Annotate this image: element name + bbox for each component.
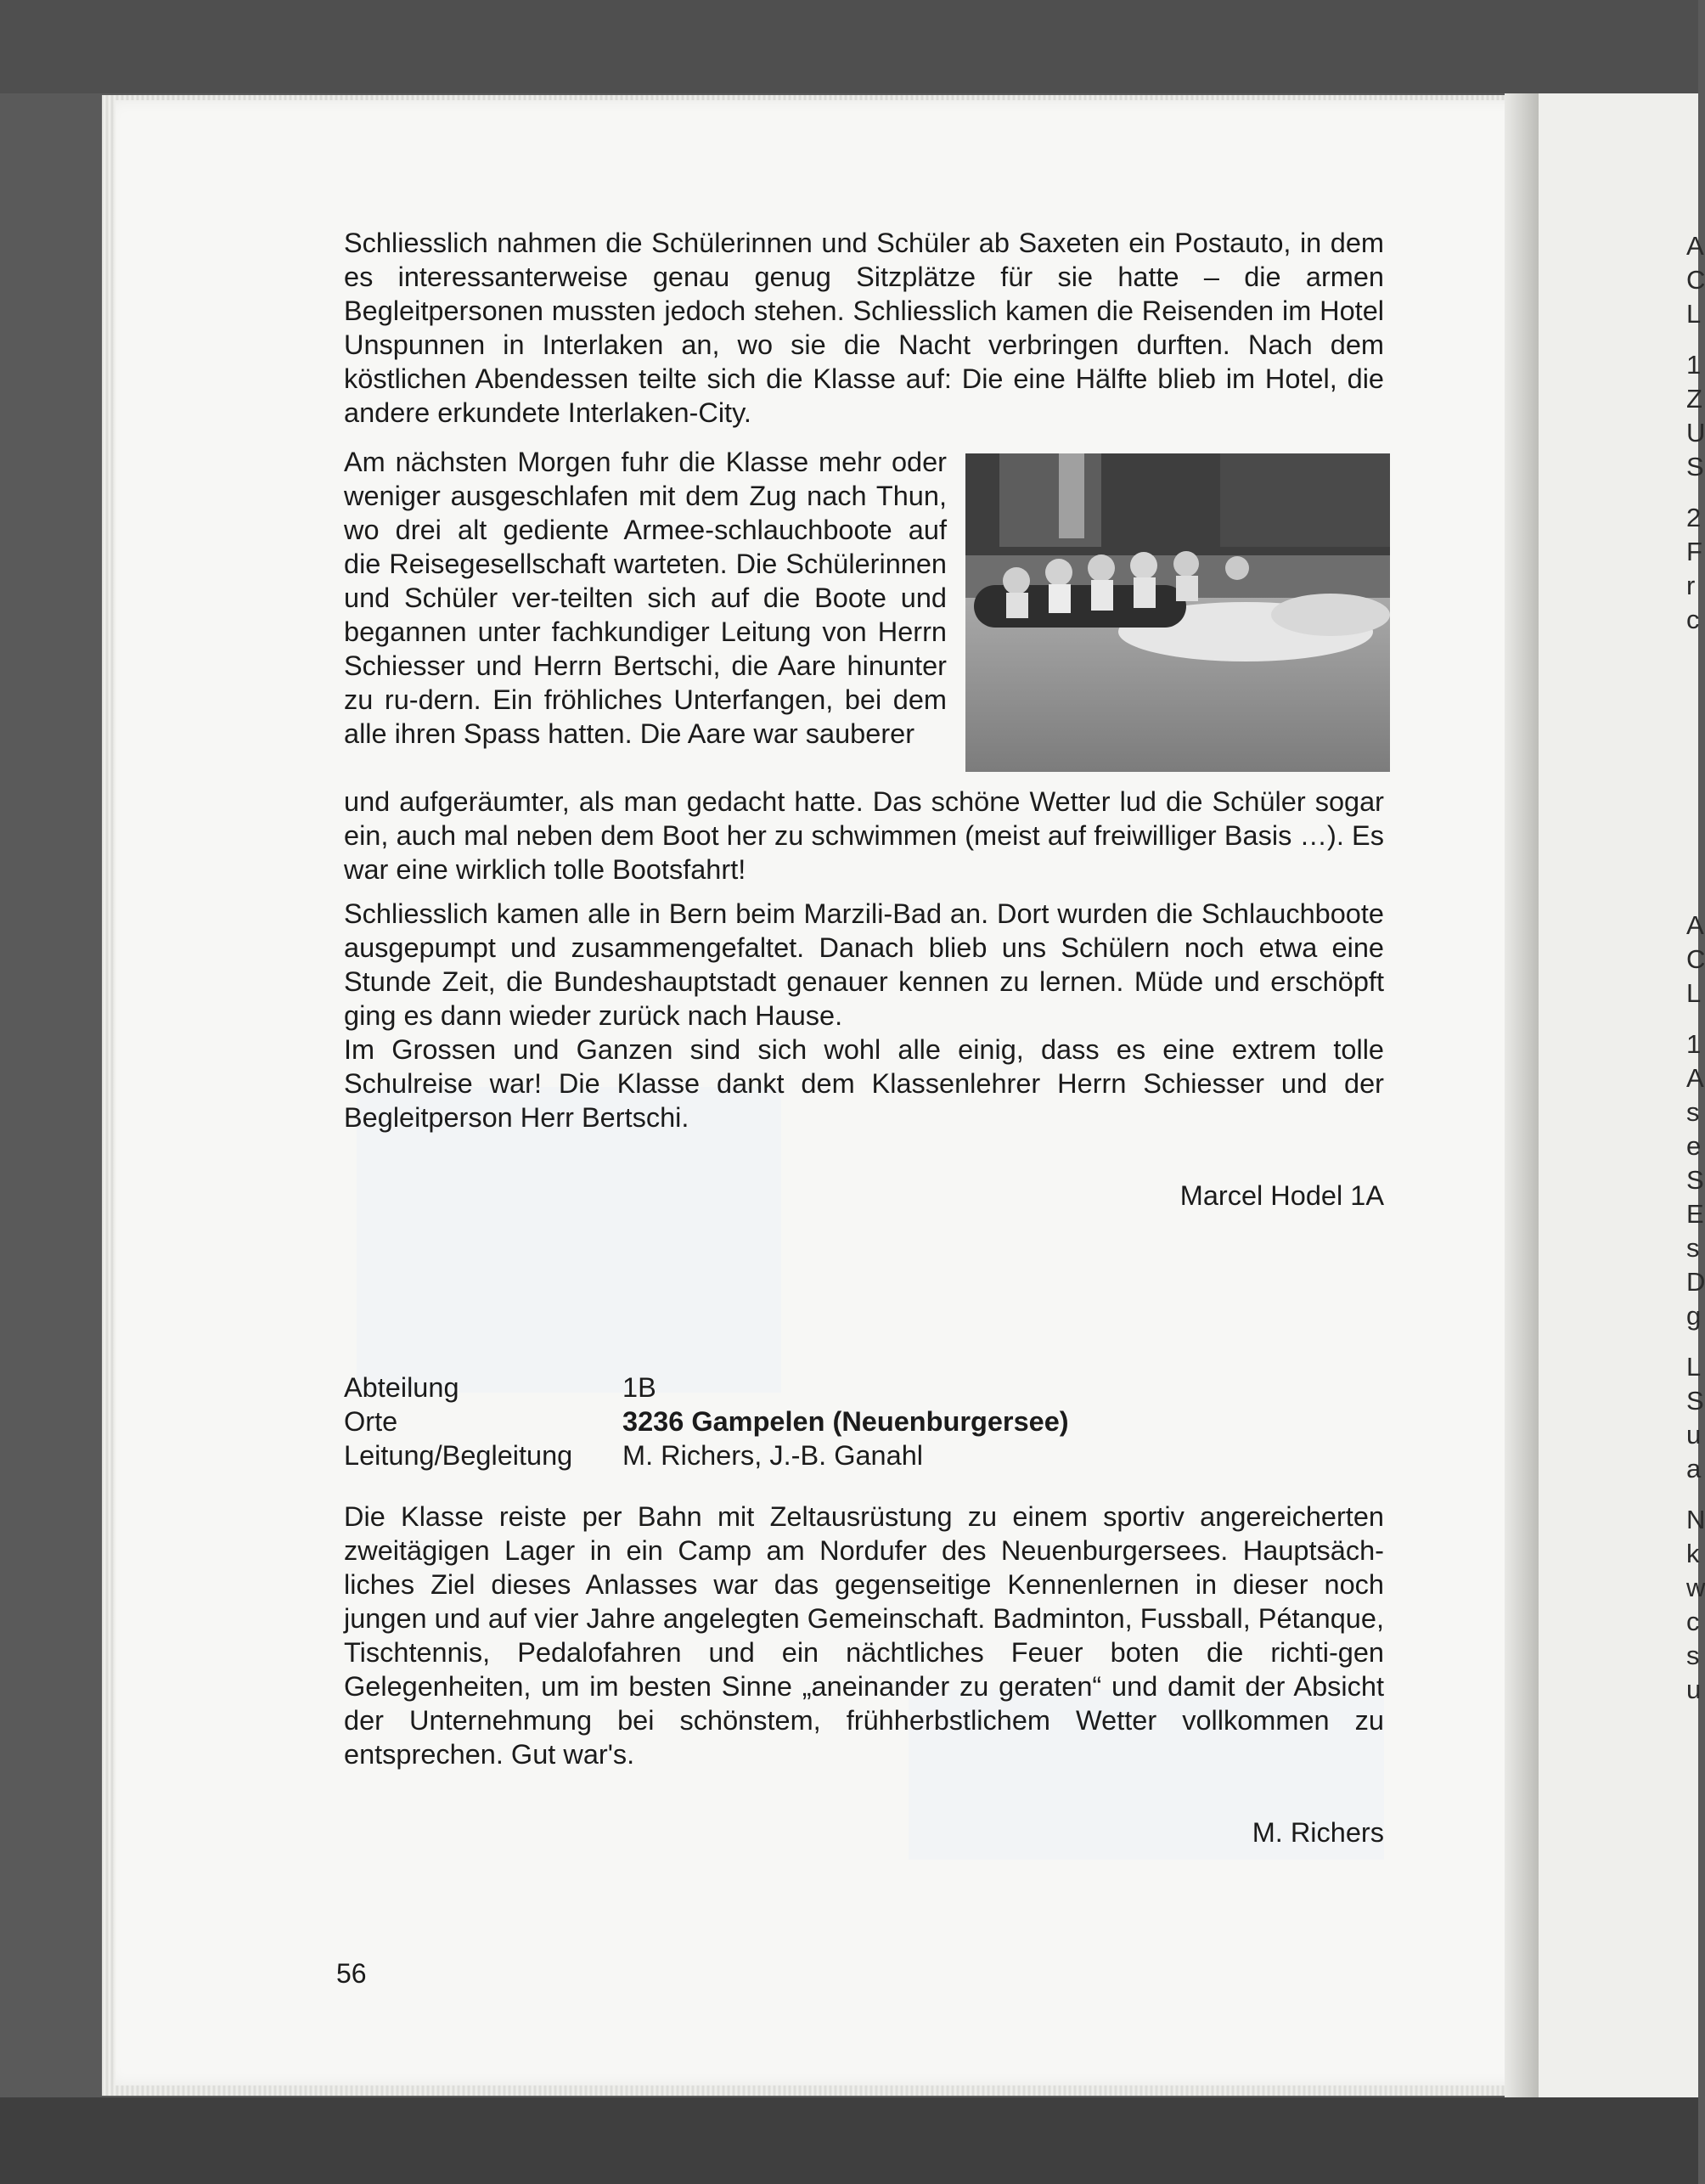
- facing-page-letter: e: [1686, 1131, 1702, 1161]
- facing-page-letter: F: [1686, 537, 1702, 566]
- scan-background-bottom: [0, 2097, 1698, 2184]
- facing-page-letter: S: [1686, 452, 1704, 481]
- facing-page-letter: g: [1686, 1301, 1702, 1331]
- facing-page-letter: S: [1686, 1165, 1704, 1195]
- info-value: 3236 Gampelen (Neuenburgersee): [622, 1406, 1069, 1437]
- facing-page-letter: 2: [1686, 503, 1702, 532]
- paragraph-3: Schliesslich kamen alle in Bern beim Marzili-Bad an. Dort wurden die Schlauchboote ausgepumpt und zusammengefaltet. Danach blieb uns Schülern noch etwa eine Stunde Zeit, die Bundeshauptstadt genauer kennen zu lernen. Müde und erschöpft ging es dann wieder zurück nach Hause.: [344, 898, 1384, 1031]
- author-signature-1: Marcel Hodel 1A: [1179, 1180, 1384, 1211]
- facing-page-letter: s: [1686, 1641, 1700, 1670]
- rafting-photo: [965, 453, 1390, 772]
- paragraph-2-beside-photo: Am nächsten Morgen fuhr die Klasse mehr oder weniger ausgeschlafen mit dem Zug nach Thun, wo drei alt gediente Armee-schlauchboote auf die Reisegesellschaft warteten. Die Schülerinnen und Schüler ver-teilten sich auf die Boote und begannen unter fachkundiger Leitung von Herrn Schiesser und Herrn Bertschi, die Aare hinunter zu ru-dern. Ein fröhliches Unterfangen, bei dem alle ihren Spass hatten. Die Aare war sauberer: [344, 447, 947, 749]
- facing-page-letter: a: [1686, 1454, 1702, 1483]
- info-label: Orte: [344, 1406, 398, 1437]
- facing-page-letter: E: [1686, 1199, 1704, 1229]
- info-value: M. Richers, J.-B. Ganahl: [622, 1440, 923, 1471]
- facing-page-letter: A: [1686, 231, 1704, 261]
- info-value: 1B: [622, 1372, 656, 1403]
- facing-page-letter: A: [1686, 1063, 1704, 1093]
- facing-page-letter: A: [1686, 910, 1704, 940]
- facing-page-letter: 1: [1686, 350, 1702, 380]
- facing-page-letter: r: [1686, 571, 1696, 600]
- facing-page-letter: u: [1686, 1420, 1702, 1449]
- info-label: Leitung/Begleitung: [344, 1440, 573, 1471]
- facing-page-letter: k: [1686, 1539, 1700, 1568]
- facing-page-letter: S: [1686, 1386, 1704, 1416]
- book-gutter: [1505, 93, 1539, 2097]
- facing-page-letter: u: [1686, 1675, 1702, 1704]
- paragraph-4: Im Grossen und Ganzen sind sich wohl alle einig, dass es eine extrem tolle Schulreise war! Die Klasse dankt dem Klassenlehrer Herrn Schiesser und der Begleitperson Herr Bertschi.: [344, 1034, 1384, 1133]
- author-signature-2: M. Richers: [1252, 1817, 1384, 1848]
- facing-page: [1539, 93, 1698, 2097]
- facing-page-letter: C: [1686, 265, 1705, 295]
- info-label: Abteilung: [344, 1372, 459, 1403]
- facing-page-letter: 1: [1686, 1029, 1702, 1059]
- facing-page-letter: s: [1686, 1233, 1700, 1263]
- facing-page-letter: s: [1686, 1097, 1700, 1127]
- scan-background-top: [0, 0, 1698, 93]
- facing-page-letter: U: [1686, 418, 1705, 447]
- facing-page-letter: Z: [1686, 384, 1702, 414]
- info-table: [344, 1371, 1384, 1481]
- facing-page-letter: N: [1686, 1505, 1705, 1534]
- paragraph-1: Schliesslich nahmen die Schülerinnen und Schüler ab Saxeten ein Postauto, in dem es interessanterweise genau genug Sitzplätze für sie hatte – die armen Begleitpersonen mussten jedoch stehen. Schliesslich kamen die Reisenden im Hotel Unspunnen in Interlaken an, wo sie die Nacht verbringen durften. Nach dem köstlichen Abendessen teilte sich die Klasse auf: Die eine Hälfte blieb im Hotel, die andere erkundete Interlaken-City.: [344, 228, 1384, 428]
- facing-page-letter: L: [1686, 978, 1702, 1008]
- paragraph-camp: Die Klasse reiste per Bahn mit Zeltausrüstung zu einem sportiv angereicherten zweitägigen Lager in ein Camp am Nordufer des Neuenburgersees. Hauptsäch-liches Ziel dieses Anlasses war das gegenseitige Kennenlernen in dieser noch jungen und auf vier Jahre angelegten Gemeinschaft. Badminton, Fussball, Pétanque, Tischtennis, Pedalofahren und ein nächtliches Feuer boten die richti-gen Gelegenheiten, um im besten Sinne „aneinander zu geraten“ und damit der Absicht der Unternehmung bei schönstem, frühherbstlichem Wetter vollkommen zu entsprechen. Gut war's.: [344, 1501, 1384, 1770]
- facing-page-letter: L: [1686, 1352, 1702, 1382]
- facing-page-letter: C: [1686, 944, 1705, 974]
- facing-page-letter: w: [1686, 1573, 1705, 1602]
- facing-page-letter: L: [1686, 299, 1702, 329]
- facing-page-letter: c: [1686, 605, 1700, 634]
- facing-page-letter: c: [1686, 1607, 1700, 1636]
- facing-page-letter: D: [1686, 1267, 1705, 1297]
- paragraph-2-below-photo: und aufgeräumter, als man gedacht hatte. Das schöne Wetter lud die Schüler sogar ein, auch mal neben dem Boot her zu schwimmen (meist auf freiwilliger Basis …). Es war eine wirklich tolle Bootsfahrt!: [344, 786, 1384, 885]
- page-number: 56: [336, 1958, 367, 1989]
